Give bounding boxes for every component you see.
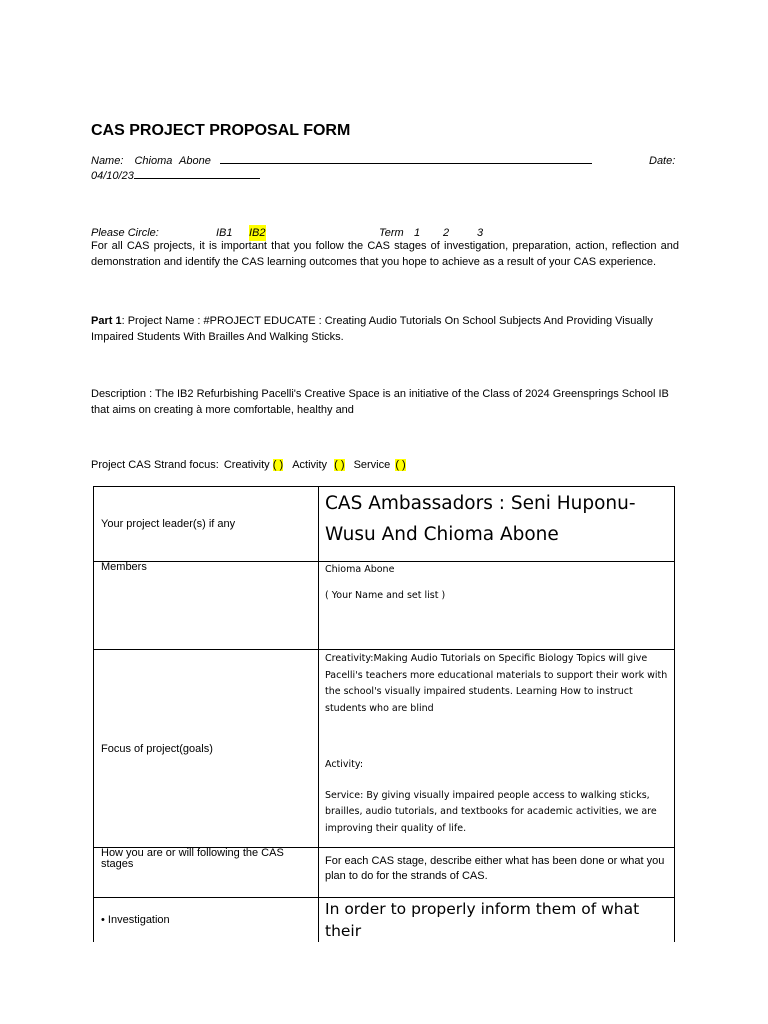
strand-activity: Activity [292,459,328,471]
date-label: Date: [649,155,676,167]
circle-label: Please Circle: [91,227,159,239]
stages-value: For each CAS stage, describe either what has been done or what you plan to do for the strands of CAS. [319,848,675,898]
part1-text: : Project Name : #PROJECT EDUCATE : Creating Audio Tutorials On School Subjects And Providing Visually Impaired Students With Brailles And Walking Sticks. [91,315,653,343]
strand-creativity-box[interactable]: ( ) [272,459,284,471]
members-label: Members [94,562,319,650]
table-row [94,487,675,562]
name-row [91,153,592,169]
table-row [94,562,675,650]
part1-label: Part 1 [91,315,122,327]
strand-service-box[interactable]: ( ) [395,459,406,471]
strand-creativity: Creativity [223,459,270,471]
focus-service: Service: By giving visually impaired people access to walking sticks, brailles, audio tutorials, and textbooks for academic activities, we are improving their quality of life. [325,789,657,834]
strand-row [91,457,406,473]
leader-value: CAS Ambassadors : Seni Huponu-Wusu And Chioma Abone [325,493,636,545]
table-row [94,848,675,898]
focus-creativity: Creativity:Making Audio Tutorials on Specific Biology Topics will give Pacelli's teachers more educational materials to support their work with the school's visually impaired students. Learning How to instruct students who are blind [325,653,668,714]
members-value: Chioma Abone [325,564,395,575]
table-row [94,898,675,943]
part1-paragraph [91,313,679,345]
focus-label: Focus of project(goals) [94,650,319,848]
option-ib2[interactable]: IB2 [249,227,266,239]
investigation-label: • Investigation [94,898,319,943]
term-option-2[interactable]: 2 [443,227,450,239]
investigation-value: In order to properly inform them of what their [325,900,640,940]
description-paragraph: Description : The IB2 Refurbishing Pacelli's Creative Space is an initiative of the Class of 2024 Greensprings School IB that aims on creating à more comfortable, healthy and [91,388,669,416]
focus-activity: Activity: [325,759,364,770]
table-row [94,650,675,848]
members-hint: ( Your Name and set list ) [325,590,446,601]
term-option-3[interactable]: 3 [477,227,484,239]
form-title: CAS PROJECT PROPOSAL FORM [91,122,351,139]
stages-label: How you are or will following the CAS stages [94,848,319,898]
proposal-table [93,486,675,942]
date-value: 04/10/23 [91,170,134,182]
date-row [91,168,260,184]
strand-service: Service [353,459,391,471]
name-label: Name: [91,155,124,167]
leader-label: Your project leader(s) if any [94,487,319,562]
name-value: Chioma Abone [134,155,211,167]
option-ib1[interactable]: IB1 [216,227,233,239]
term-option-1[interactable]: 1 [414,227,421,239]
strand-label: Project CAS Strand focus: [91,459,219,471]
intro-paragraph: For all CAS projects, it is important that you follow the CAS stages of investigation, preparation, action, reflection and demonstration and identify the CAS learning outcomes that you hope to achieve as a result of your CAS experience. [91,240,679,268]
date-underline [134,168,260,179]
strand-activity-box[interactable]: ( ) [334,459,345,471]
name-underline [220,153,592,164]
term-label: Term [379,227,404,239]
